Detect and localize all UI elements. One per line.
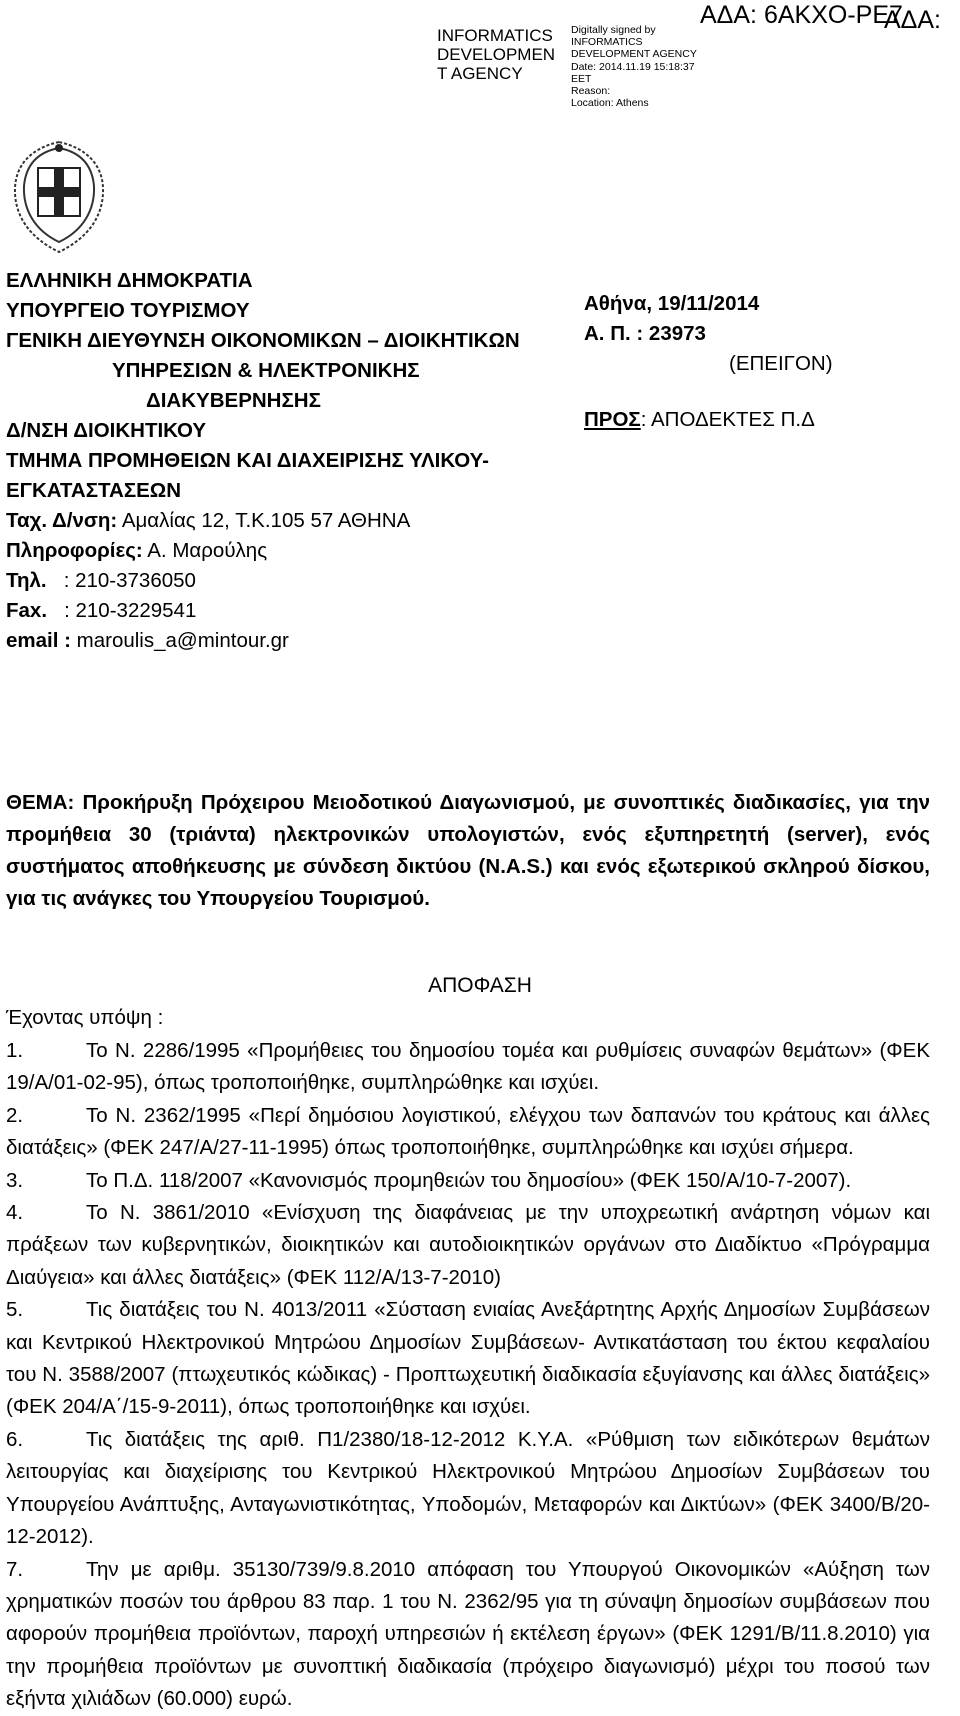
- list-item: 3. Το Π.Δ. 118/2007 «Κανονισμός προμηθειών του δημοσίου» (ΦΕΚ 150/Α/10-7-2007).: [6, 1168, 852, 1192]
- greek-coat-of-arms-icon: [8, 134, 110, 256]
- signature-details: [571, 24, 741, 109]
- sender-line: ΕΓΚΑΤΑΣΤΑΣΕΩΝ: [6, 479, 182, 502]
- considerations-list: [6, 1035, 930, 1716]
- list-item: 1. Το Ν. 2286/1995 «Προμήθειες του δημοσίου τομέα και ρυθμίσεις συναφών θεμάτων» (ΦΕΚ 19/Α/01-02-95), όπως τροποποιήθηκε, συμπληρώθηκε και ισχύει.: [6, 1039, 930, 1095]
- subject-paragraph: ΘΕΜΑ: Προκήρυξη Πρόχειρου Μειοδοτικού Διαγωνισμού, με συνοπτικές διαδικασίες, για την προμήθεια 30 (τριάντα) ηλεκτρονικών υπολογιστών, ενός εξυπηρετητή (server), ενός συστήματος αποθήκευσης με σύνδεση δικτύου (N.A.S.) και ενός εξωτερικού σκληρού δίσκου, για τις ανάγκες του Υπουργείου Τουρισμού.: [6, 791, 930, 910]
- signature-line: Location: Athens: [571, 97, 649, 110]
- sender-line: ΔΙΑΚΥΒΕΡΝΗΣΗΣ: [146, 389, 321, 412]
- signature-line: Reason:: [571, 85, 611, 98]
- document-meta: [584, 289, 944, 435]
- signer-organization: INFORMATICS DEVELOPMEN T AGENCY: [437, 26, 556, 83]
- signature-line: Digitally signed by: [571, 24, 656, 36]
- sender-line: ΓΕΝΙΚΗ ΔΙΕΥΘΥΝΣΗ ΟΙΚΟΝΟΜΙΚΩΝ – ΔΙΟΙΚΗΤΙΚΩΝ: [6, 329, 520, 352]
- list-item: 2. Το Ν. 2362/1995 «Περί δημόσιου λογιστικού, ελέγχου των δαπανών του κράτους και άλλες διατάξεις» (ΦΕΚ 247/Α/27-11-1995) όπως τροποποιήθηκε, συμπληρώθηκε και ισχύει σήμερα.: [6, 1103, 930, 1160]
- list-item: 5. Τις διατάξεις του Ν. 4013/2011 «Σύσταση ενιαίας Ανεξάρτητης Αρχής Δημοσίων Συμβάσεων και Κεντρικού Ηλεκτρονικού Μητρώου Δημοσίων Συμβάσεων- Αντικατάσταση του έκτου κεφαλαίου του Ν. 3588/2007 (πτωχευτικός κώδικας) - Προπτωχευτική διαδικασία εξυγίανσης και άλλες διατάξεις» (ΦΕΚ 204/Α΄/15-9-2011), όπως τροποποιήθηκε και ισχύει.: [6, 1298, 930, 1419]
- document-date: Αθήνα, 19/11/2014: [584, 292, 760, 315]
- address-line: Ταχ. Δ/νση: Αμαλίας 12, Τ.Κ.105 57 ΑΘΗΝΑ: [6, 509, 411, 532]
- decision-title: ΑΠΟΦΑΣΗ: [428, 974, 532, 997]
- sender-block: [6, 266, 566, 656]
- sender-line: Δ/ΝΣΗ ΔΙΟΙΚΗΤΙΚΟΥ: [6, 419, 207, 442]
- signature-line: Date: 2014.11.19 15:18:37: [571, 60, 695, 73]
- sender-line: ΤΜΗΜΑ ΠΡΟΜΗΘΕΙΩΝ ΚΑΙ ΔΙΑΧΕΙΡΙΣΗΣ ΥΛΙΚΟΥ-: [6, 449, 489, 472]
- recipients-line: ΠΡΟΣ: ΑΠΟΔΕΚΤΕΣ Π.Δ: [584, 408, 815, 431]
- sender-line: ΥΠΟΥΡΓΕΙΟ ΤΟΥΡΙΣΜΟΥ: [6, 299, 250, 322]
- urgent-label: (ΕΠΕΙΓΟΝ): [729, 352, 833, 375]
- signature-line: DEVELOPMENT AGENCY: [571, 48, 697, 61]
- list-item: 4. Το Ν. 3861/2010 «Ενίσχυση της διαφάνειας με την υποχρεωτική ανάρτηση νόμων και πράξεων των κυβερνητικών, διοικητικών και αυτοδιοικητικών οργάνων στο Διαδίκτυο «Πρόγραμμα Διαύγεια» και άλλες διατάξεις» (ΦΕΚ 112/Α/13-7-2010): [6, 1201, 930, 1289]
- signature-line: EET: [571, 72, 592, 85]
- ada-code-overlap: ΑΔΑ:: [884, 6, 941, 34]
- info-line: Πληροφορίες: Α. Μαρούλης: [6, 539, 268, 562]
- sender-line: ΥΠΗΡΕΣΙΩΝ & ΗΛΕΚΤΡΟΝΙΚΗΣ: [112, 359, 420, 382]
- list-item: 6. Τις διατάξεις της αριθ. Π1/2380/18-12-2012 Κ.Υ.Α. «Ρύθμιση των ειδικότερων θεμάτων λειτουργίας και διαχείρισης του Κεντρικού Ηλεκτρονικού Μητρώου Δημοσίων Συμβάσεων του Υπουργείου Ανάπτυξης, Ανταγωνιστικότητας, Υποδομών, Μεταφορών και Δικτύων» (ΦΕΚ 3400/Β/20-12-2012).: [6, 1427, 930, 1549]
- list-item: 7. Την με αριθμ. 35130/739/9.8.2010 απόφαση του Υπουργού Οικονομικών «Αύξηση των χρηματικών ποσών του άρθρου 83 παρ. 1 του Ν. 2362/95 για τη σύναψη δημοσίων συμβάσεων που αφορούν προμήθεια προϊόντων, παροχή υπηρεσιών ή εκτέλεση έργων» (ΦΕΚ 1291/Β/11.8.2010) για την προμήθεια προϊόντων με συνοπτική διαδικασία (πρόχειρο διαγωνισμό) μέχρι του ποσού των εξήντα χιλιάδων (60.000) ευρώ.: [6, 1557, 930, 1711]
- ada-code: ΑΔΑ: 6ΑΚΧΟ-ΡΕ7: [700, 1, 903, 29]
- considering-label: Έχοντας υπόψη :: [6, 1006, 164, 1029]
- protocol-number: Α. Π. : 23973: [584, 322, 706, 345]
- phone-line: Τηλ. : 210-3736050: [6, 569, 196, 592]
- email-line: email : maroulis_a@mintour.gr: [6, 629, 289, 652]
- signature-line: INFORMATICS: [571, 36, 643, 49]
- fax-line: Fax. : 210-3229541: [6, 599, 197, 622]
- sender-line: ΕΛΛΗΝΙΚΗ ΔΗΜΟΚΡΑΤΙΑ: [6, 269, 253, 292]
